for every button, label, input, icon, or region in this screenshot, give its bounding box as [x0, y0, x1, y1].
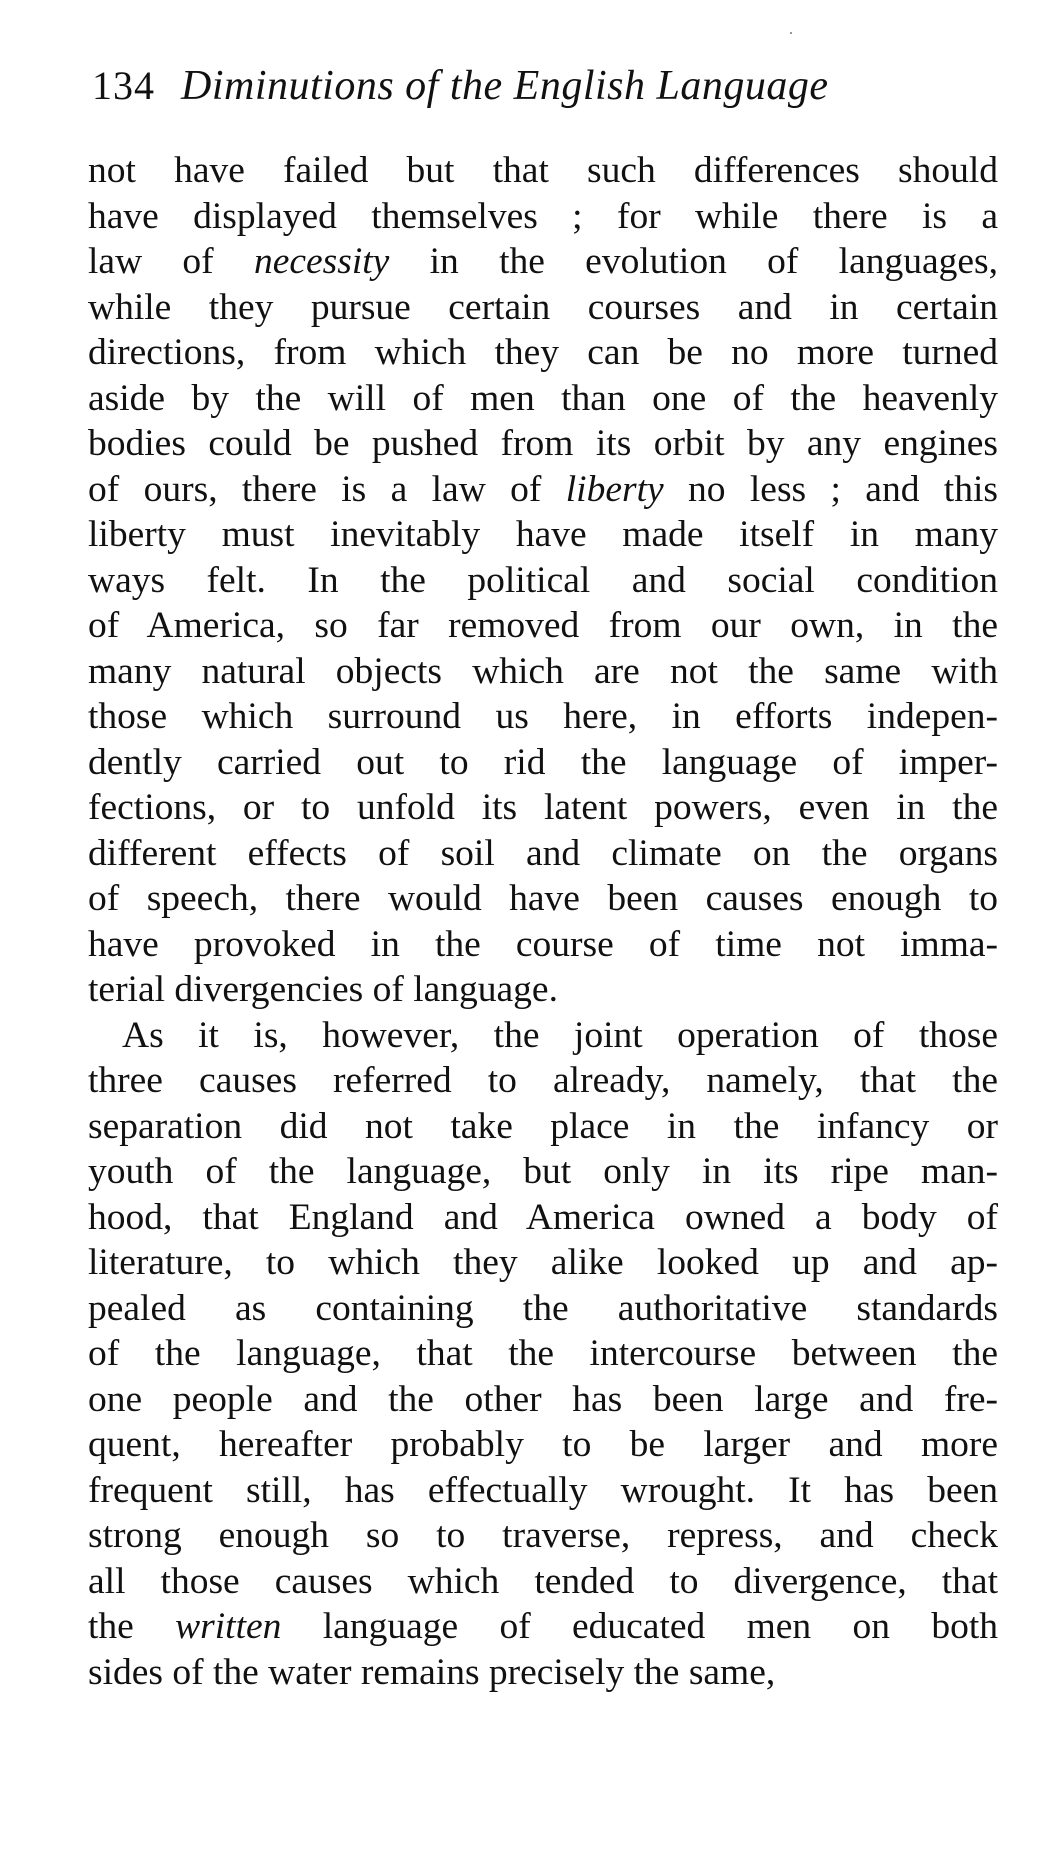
- text-line: youth of the language, but only in its ripe man-: [88, 1151, 998, 1192]
- body-text: [88, 148, 998, 1695]
- text-line: [88, 467, 998, 513]
- text-line: one people and the other has been large and fre-: [88, 1378, 998, 1420]
- text-line: frequent still, has effectually wrought. It has been: [88, 1469, 998, 1511]
- text-line: [88, 1604, 998, 1650]
- text-line: pealed as containing the authoritative standards: [88, 1287, 998, 1329]
- text-line: separation did not take place in the infancy or: [88, 1105, 998, 1147]
- italic-word: necessity: [253, 241, 390, 282]
- text-line: many natural objects which are not the same with: [88, 650, 998, 692]
- print-speck: [790, 32, 792, 34]
- page-number: 134: [92, 63, 155, 108]
- text-line: while they pursue certain courses and in certain: [88, 286, 998, 328]
- running-header: [92, 62, 972, 122]
- text-line: bodies could be pushed from its orbit by any engines: [88, 423, 998, 464]
- text-segment: of ours, there is a law of: [88, 468, 566, 510]
- paragraph: [88, 1013, 998, 1696]
- text-line: ways felt. In the political and social condition: [88, 559, 998, 601]
- text-line: of speech, there would have been causes enough to: [88, 878, 998, 919]
- text-line: hood, that England and America owned a body of: [88, 1196, 998, 1238]
- text-line: quent, hereafter probably to be larger and more: [88, 1424, 998, 1465]
- text-segment: in the evolution of languages,: [389, 241, 998, 282]
- text-line: have displayed themselves ; for while there is a: [88, 195, 998, 237]
- text-line: dently carried out to rid the language of imper-: [88, 741, 998, 783]
- text-segment: no less ; and this: [663, 468, 998, 510]
- text-line: three causes referred to already, namely, that the: [88, 1060, 998, 1101]
- text-segment: language of educated men on both: [281, 1606, 998, 1647]
- text-line: fections, or to unfold its latent powers, even in the: [88, 787, 998, 828]
- text-line: strong enough so to traverse, repress, and check: [88, 1515, 998, 1556]
- text-line: have provoked in the course of time not imma-: [88, 923, 998, 965]
- text-line: [88, 239, 998, 285]
- text-line: literature, to which they alike looked up and ap-: [88, 1242, 998, 1283]
- italic-word: written: [175, 1606, 282, 1647]
- text-line: of America, so far removed from our own, in the: [88, 605, 998, 646]
- text-segment: law of: [88, 241, 254, 282]
- running-title: Diminutions of the English Language: [181, 63, 829, 109]
- text-line: not have failed but that such differences should: [88, 150, 998, 191]
- text-segment: the: [88, 1606, 176, 1647]
- italic-word: liberty: [565, 468, 664, 510]
- text-line: sides of the water remains precisely the same,: [88, 1651, 776, 1693]
- paragraph: [88, 148, 998, 1013]
- text-line: As it is, however, the joint operation of those: [122, 1014, 998, 1056]
- text-line: those which surround us here, in efforts indepen-: [88, 696, 998, 737]
- text-line: directions, from which they can be no more turned: [88, 332, 998, 373]
- text-line: aside by the will of men than one of the heavenly: [88, 377, 998, 419]
- text-line: liberty must inevitably have made itself in many: [88, 514, 998, 555]
- text-line: terial divergencies of language.: [88, 969, 558, 1010]
- text-line: different effects of soil and climate on the organs: [88, 832, 998, 874]
- text-line: of the language, that the intercourse between the: [88, 1333, 998, 1374]
- text-line: all those causes which tended to divergence, that: [88, 1560, 998, 1602]
